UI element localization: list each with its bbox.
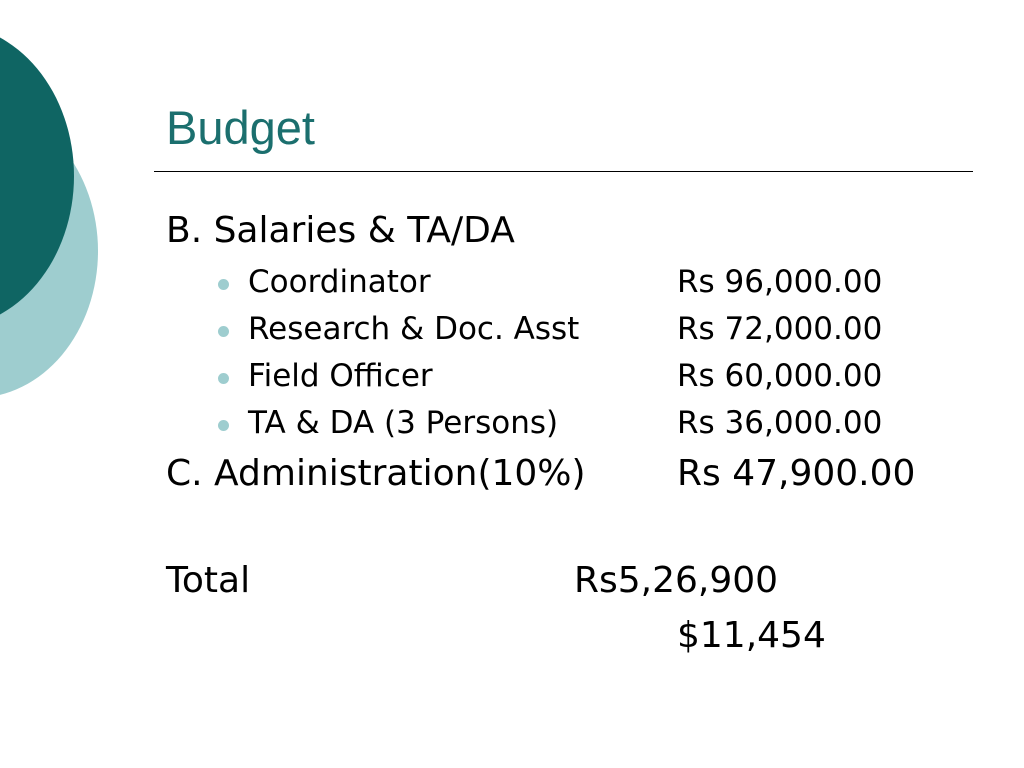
total-amount-rs: Rs5,26,900 [574, 560, 779, 601]
item-label-ta-da: TA & DA (3 Persons) [248, 405, 559, 441]
item-label-research-doc-asst: Research & Doc. Asst [248, 311, 580, 347]
item-amount-field-officer: Rs 60,000.00 [677, 358, 883, 394]
bullet-icon [218, 373, 229, 384]
slide-title: Budget [166, 101, 315, 154]
item-label-coordinator: Coordinator [248, 264, 431, 300]
title-divider [154, 171, 973, 172]
item-amount-research-doc-asst: Rs 72,000.00 [677, 311, 883, 347]
item-amount-ta-da: Rs 36,000.00 [677, 405, 883, 441]
bullet-icon [218, 326, 229, 337]
section-c-amount: Rs 47,900.00 [677, 453, 916, 494]
bullet-icon [218, 420, 229, 431]
section-b-heading: B. Salaries & TA/DA [166, 210, 515, 251]
total-label: Total [166, 560, 251, 601]
item-label-field-officer: Field Officer [248, 358, 433, 394]
bullet-icon [218, 279, 229, 290]
total-amount-usd: $11,454 [677, 615, 826, 656]
item-amount-coordinator: Rs 96,000.00 [677, 264, 883, 300]
section-c-heading: C. Administration(10%) [166, 453, 586, 494]
